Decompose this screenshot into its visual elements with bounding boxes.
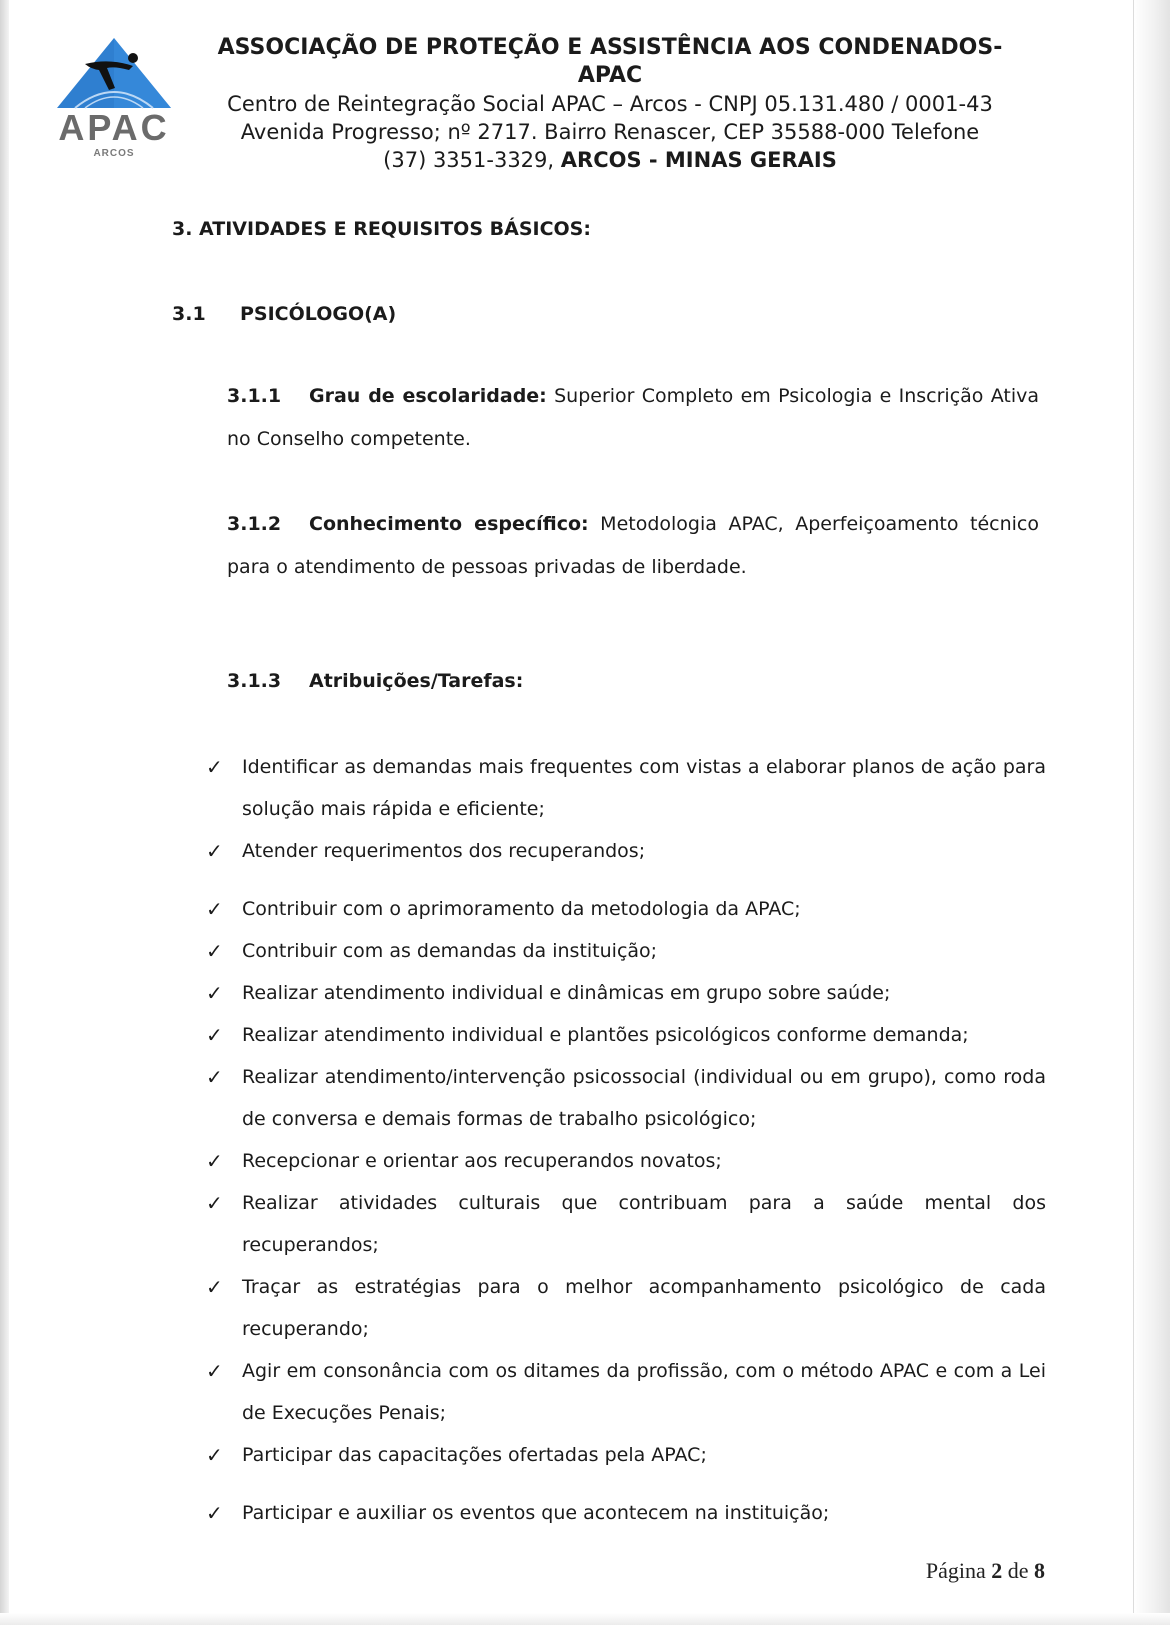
subsection-number: 3.1	[172, 303, 206, 325]
task-list	[206, 746, 1046, 1534]
item-label: Conhecimento específico:	[309, 513, 589, 535]
checkmark-icon: ✓	[206, 1149, 223, 1173]
list-item	[206, 972, 1046, 1014]
list-item	[206, 1350, 1046, 1434]
requirement-knowledge	[227, 503, 1039, 589]
list-item	[206, 888, 1046, 930]
phone-text: (37) 3351-3329,	[383, 148, 561, 172]
letterhead	[190, 34, 1030, 174]
page-edge-right	[1133, 0, 1170, 1625]
checkmark-icon: ✓	[206, 939, 223, 963]
apac-logo	[55, 36, 173, 160]
task-text: Participar e auxiliar os eventos que acontecem na instituição;	[242, 1502, 830, 1524]
logo-wordmark: APAC	[58, 107, 170, 148]
checkmark-icon: ✓	[206, 1359, 223, 1383]
list-item	[206, 1056, 1046, 1140]
organization-name: ASSOCIAÇÃO DE PROTEÇÃO E ASSISTÊNCIA AOS CONDENADOS-APAC	[217, 35, 1003, 88]
list-item	[206, 1140, 1046, 1182]
page-total: 8	[1034, 1558, 1045, 1583]
checkmark-icon: ✓	[206, 1065, 223, 1089]
subsection-title: PSICÓLOGO(A)	[240, 303, 397, 325]
item-number: 3.1.2	[227, 513, 282, 535]
list-item	[206, 830, 1046, 872]
list-item	[206, 1434, 1046, 1476]
letterhead-line-4	[190, 146, 1030, 174]
checkmark-icon: ✓	[206, 1275, 223, 1299]
checkmark-icon: ✓	[206, 1023, 223, 1047]
item-number: 3.1.1	[227, 385, 282, 407]
letterhead-line-2: Centro de Reintegração Social APAC – Arcos - CNPJ 05.131.480 / 0001-43	[227, 92, 993, 116]
item-number: 3.1.3	[227, 670, 282, 692]
checkmark-icon: ✓	[206, 755, 223, 779]
list-item	[206, 1014, 1046, 1056]
task-text: Realizar atendimento individual e plantões psicológicos conforme demanda;	[242, 1024, 969, 1046]
page-of: de	[1007, 1558, 1029, 1583]
requirement-tasks-heading	[227, 660, 1039, 703]
page-edge-left	[0, 0, 9, 1625]
task-text: Contribuir com as demandas da instituição;	[242, 940, 658, 962]
page-current: 2	[991, 1558, 1003, 1583]
logo-subtitle: ARCOS	[93, 148, 135, 159]
task-text: Identificar as demandas mais frequentes com vistas a elaborar planos de ação para solução mais rápida e eficiente;	[242, 756, 1046, 820]
item-text: Superior Completo em Psicologia e Inscrição Ativa no Conselho competente.	[227, 385, 1039, 450]
list-item	[206, 1182, 1046, 1266]
item-label: Atribuições/Tarefas:	[309, 670, 524, 692]
requirement-education	[227, 375, 1039, 461]
task-text: Participar das capacitações ofertadas pela APAC;	[242, 1444, 707, 1466]
list-item	[206, 1266, 1046, 1350]
task-text: Contribuir com o aprimoramento da metodologia da APAC;	[242, 898, 801, 920]
list-item	[206, 930, 1046, 972]
checkmark-icon: ✓	[206, 981, 223, 1005]
task-text: Agir em consonância com os ditames da profissão, com o método APAC e com a Lei de Execuções Penais;	[242, 1360, 1046, 1424]
task-text: Realizar atendimento/intervenção psicossocial (individual ou em grupo), como roda de conversa e demais formas de trabalho psicológico;	[242, 1066, 1046, 1130]
checkmark-icon: ✓	[206, 1191, 223, 1215]
section-title: 3. ATIVIDADES E REQUISITOS BÁSICOS:	[172, 218, 591, 240]
list-item	[206, 746, 1046, 830]
checkmark-icon: ✓	[206, 839, 223, 863]
task-text: Atender requerimentos dos recuperandos;	[242, 840, 646, 862]
task-text: Realizar atividades culturais que contribuam para a saúde mental dos recuperandos;	[242, 1192, 1046, 1256]
checkmark-icon: ✓	[206, 1501, 223, 1525]
item-text: Metodologia APAC, Aperfeiçoamento técnico para o atendimento de pessoas privadas de liberdade.	[227, 513, 1039, 578]
checkmark-icon: ✓	[206, 1443, 223, 1467]
page-edge-bottom	[0, 1613, 1170, 1625]
logo-triangle-icon	[55, 36, 173, 116]
page-number	[926, 1558, 1045, 1584]
page-label: Página	[925, 1558, 986, 1583]
letterhead-line-3: Avenida Progresso; nº 2717. Bairro Renascer, CEP 35588-000 Telefone	[240, 120, 980, 144]
list-item	[206, 1492, 1046, 1534]
city-state: ARCOS - MINAS GERAIS	[560, 148, 837, 172]
task-text: Recepcionar e orientar aos recuperandos novatos;	[242, 1150, 722, 1172]
task-text: Traçar as estratégias para o melhor acompanhamento psicológico de cada recuperando;	[242, 1276, 1046, 1340]
checkmark-icon: ✓	[206, 897, 223, 921]
item-label: Grau de escolaridade:	[309, 385, 547, 407]
task-text: Realizar atendimento individual e dinâmicas em grupo sobre saúde;	[242, 982, 891, 1004]
